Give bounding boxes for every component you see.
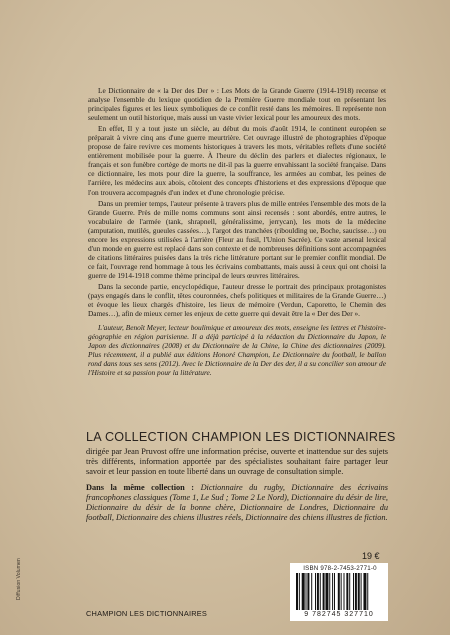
barcode-icon bbox=[296, 573, 382, 610]
collection-description: dirigée par Jean Pruvost offre une information précise, ouverte et inattendue sur des sujets très différents, information apportée par des spécialistes souhaitant faire partager leur savoir et leur passion en toute liberté dans un ouvrage de consultation simple. bbox=[86, 447, 388, 476]
barcode-box bbox=[290, 563, 388, 621]
same-collection bbox=[86, 483, 388, 523]
same-collection-list: Dictionnaire du rugby, Dictionnaire des écrivains francophones classiques (Tome 1, Le Sud ; Tome 2 Le Nord), Dictionnaire du désir de lire, Dictionnaire du désir de la bonne chère, Dictionnaire de Londres, Dictionnaire du football, Dictionnaire des chiens illustres réels, Dictionnaire des chiens illustres de fiction. bbox=[86, 483, 389, 522]
isbn-text: ISBN 978-2-7453-2771-0 bbox=[303, 565, 377, 572]
blurb-paragraph-3: Dans un premier temps, l'auteur présente à travers plus de mille entrées l'ensemble des mots de la Grande Guerre. Près de mille noms communs sont ainsi recensés : sont abordés, entre autres, le vocabulaire de l'armée (tank, shrapnell, généralissime, jerrycan), les mots de la médecine (amputation, mutilés, gueules cassées…), l'argot des tranchées (riboulding ue, Boche, saucisse…) ou encore les expressions utilisées à l'arrière (Fleur au fusil, l'Union Sacrée). Ce vaste arsenal lexical d'un monde en guerre est replacé dans son contexte et de nombreuses définitions sont accompagnées de citations littéraires puisées dans la très riche littérature portant sur le premier conflit mondial. De ce fait, l'ouvrage rend hommage à tous les écrivains combattants, mais aussi à ceux qui ont choisi la guerre de 1914-1918 comme thème principal de leurs œuvres littéraires. bbox=[88, 198, 386, 280]
publisher-name: CHAMPION LES DICTIONNAIRES bbox=[86, 609, 208, 618]
price: 19 € bbox=[362, 551, 380, 561]
same-collection-label: Dans la même collection : bbox=[86, 483, 195, 492]
blurb-paragraph-2: En effet, Il y a tout juste un siècle, au début du mois d'août 1914, le continent européen se préparait à vivre cinq ans d'une guerre meurtrière. Cet ouvrage illustré de photographies d'époque propose de faire revivre ces moments historiques à travers les mots, véritables reflets d'une société entièrement mobilisée pour la guerre. À l'heure du déclin des parlers et dialectes régionaux, le français et son funèbre cortège de morts ne dit-il pas la guerre envahissant la société française. Dans ce dictionnaire, les mots pour dire la guerre, la souffrance, les armées au combat, les peines de l'arrière, les médecins aux abois, côtoient des concepts d'historiens et des expressions d'époque que l'on trouvera accompagnés d'un index et d'une chronologie précise. bbox=[88, 124, 386, 197]
blurb-paragraph-4: Dans la seconde partie, encyclopédique, l'auteur dresse le portrait des principaux protagonistes (pays engagés dans le conflit, têtes couronnées, chefs politiques et militaires de la Grande Guerre…) et évoque les lieux chargés d'histoire, les lieux de mémoire (Verdun, Caporetto, le Chemin des Dames…), afin de mieux cerner les enjeux de cette guerre qui devait être la « Der des Der ». bbox=[88, 281, 386, 319]
distributor-text: Diffusion Volumen bbox=[16, 558, 22, 600]
collection-section bbox=[86, 430, 396, 523]
author-bio: L'auteur, Benoît Meyer, lecteur boulimique et amoureux des mots, enseigne les lettres et l'histoire-géographie en région parisienne. Il a déjà participé à la rédaction du Dictionnaire du Japon, le Japon des dictionnaires (2008) et du Dictionnaire de la Chine, la Chine des dictionnaires (2009). Plus récemment, il a publié aux éditions Honoré Champion, Le Dictionnaire du football, le ballon rond dans tous ses sens (2012). Avec le Dictionnaire de la Der des der, il a su concilier son amour de l'Histoire et sa passion pour la littérature. bbox=[88, 323, 386, 378]
blurb-paragraph-1: Le Dictionnaire de « la Der des Der » : Les Mots de la Grande Guerre (1914-1918) recense et analyse l'ensemble du lexique quotidien de la Première Guerre mondiale tout en présentant les principales figures et les lieux symboliques de ce conflit resté dans les mémoires. Il représente non seulement un outil historique, mais aussi un vaste vivier lexical pour les amoureux des mots. bbox=[88, 86, 386, 123]
collection-title: LA COLLECTION CHAMPION LES DICTIONNAIRES bbox=[86, 430, 396, 444]
ean-number: 9 782745 327710 bbox=[304, 611, 374, 618]
blurb bbox=[88, 86, 386, 377]
